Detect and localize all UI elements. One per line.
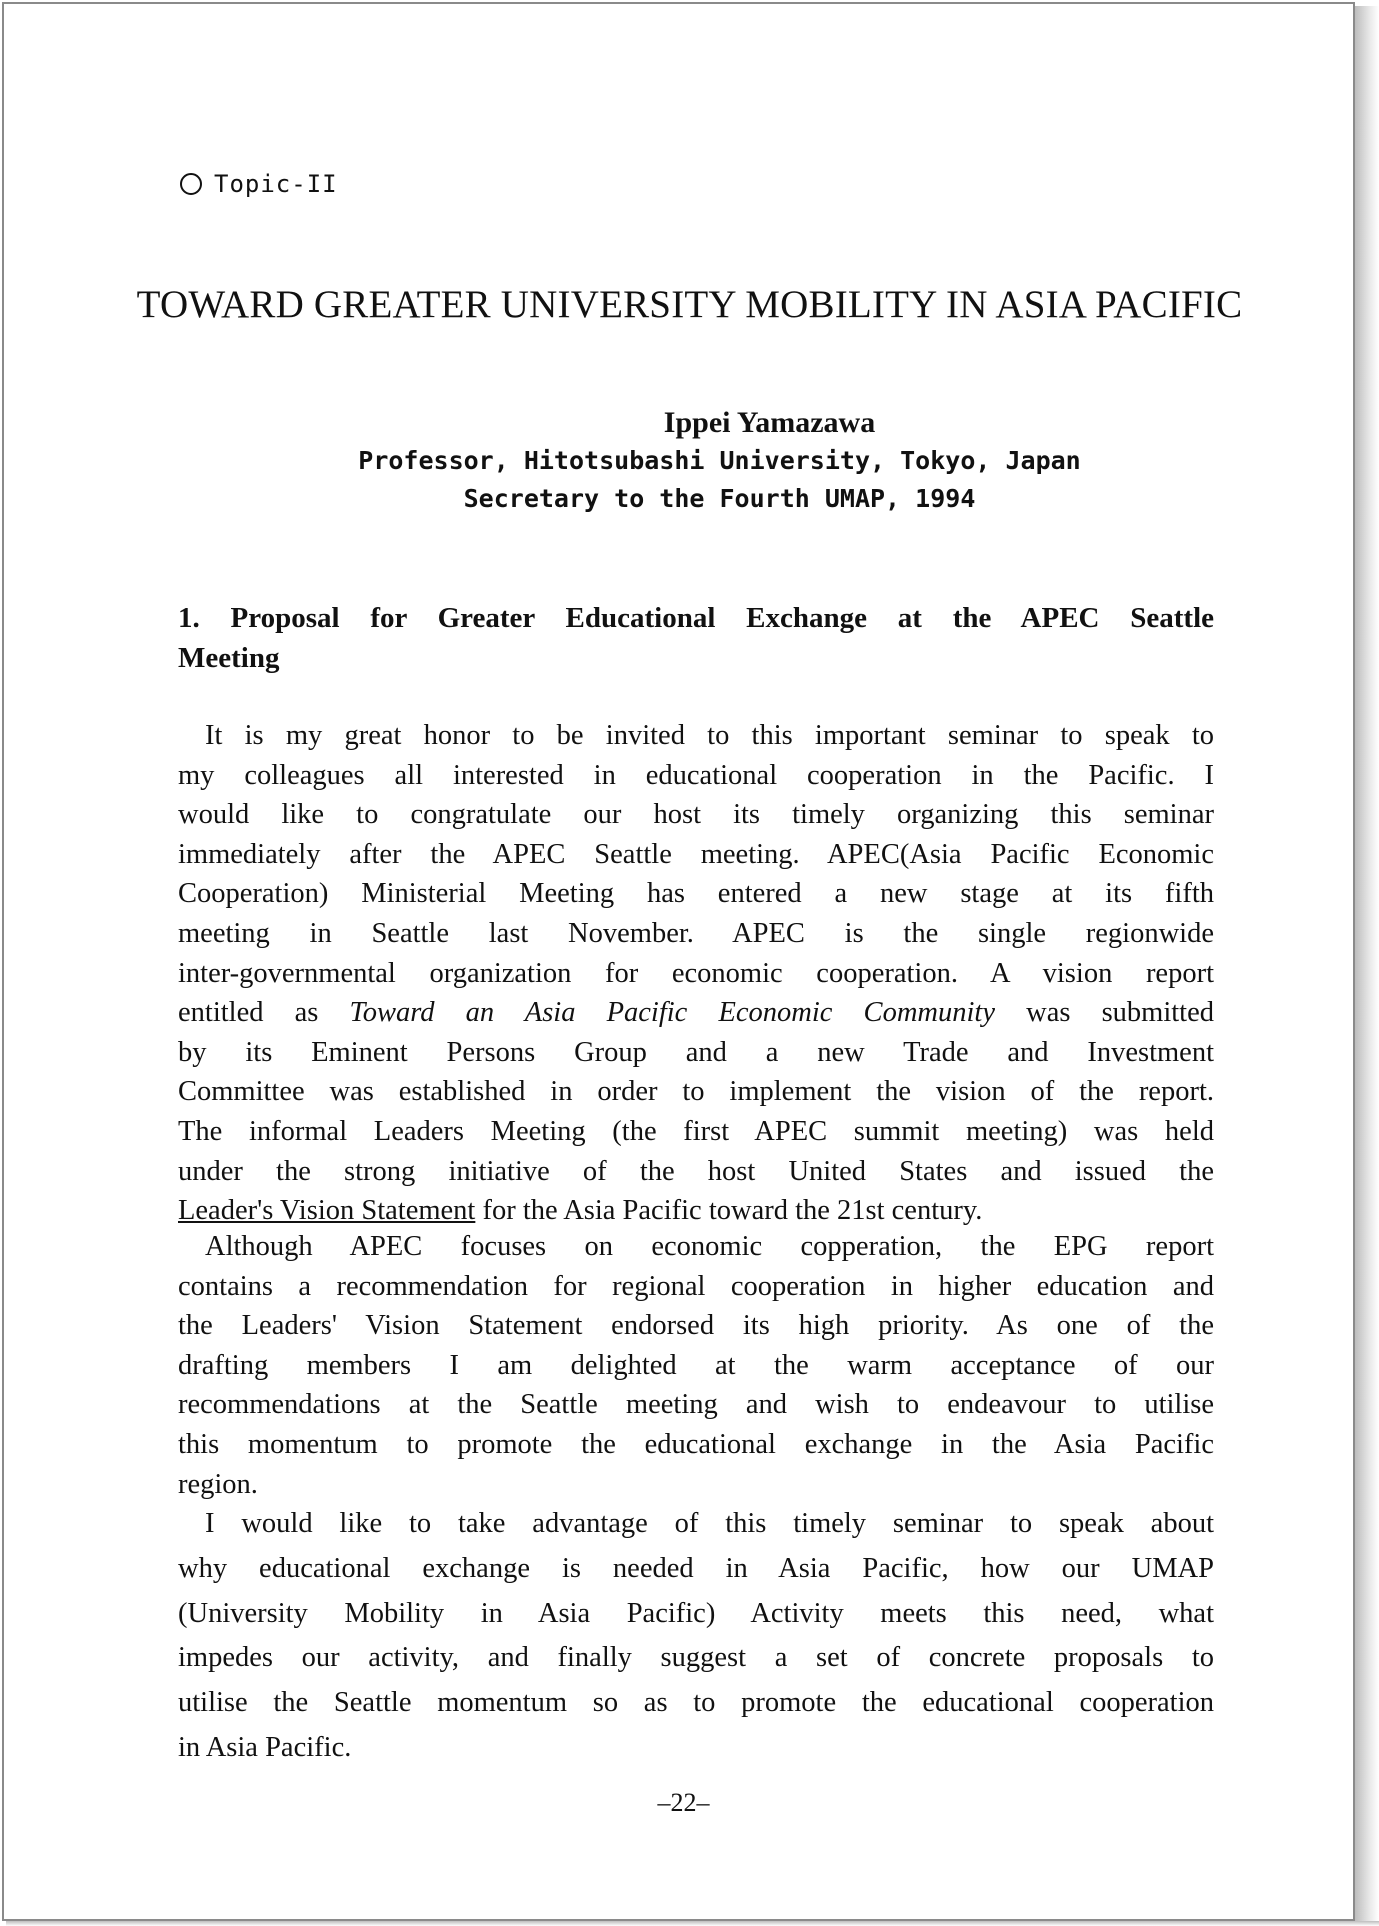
paragraph-line: Committee was established in order to implement the vision of the report. [178, 1076, 1214, 1108]
author-block [0, 404, 1379, 518]
section-heading-continued: Meeting [178, 642, 280, 674]
document-title: TOWARD GREATER UNIVERSITY MOBILITY IN ASIA PACIFIC [136, 283, 1243, 326]
line-text: entitled as [178, 997, 350, 1029]
author-name: Ippei Yamazawa [663, 406, 876, 439]
paragraph-2 [178, 1227, 1214, 1504]
paragraph-line: region. [178, 1468, 258, 1500]
author-role: Secretary to the Fourth UMAP, 1994 [463, 484, 976, 513]
report-title-italic: Toward an Asia Pacific Economic Community [349, 997, 995, 1029]
page-shadow-bottom [6, 1921, 1379, 1926]
paragraph-line [178, 993, 1214, 1033]
paragraph-line: why educational exchange is needed in Asia Pacific, how our UMAP [178, 1552, 1214, 1584]
circle-icon [180, 173, 202, 195]
paragraph-line: the Leaders' Vision Statement endorsed its high priority. As one of the [178, 1310, 1214, 1342]
author-affiliation: Professor, Hitotsubashi University, Tokyo, Japan [358, 446, 1081, 475]
paragraph-line: in Asia Pacific. [178, 1731, 352, 1763]
topic-marker [180, 170, 338, 198]
paragraph-line [178, 1191, 1214, 1231]
paragraph-line: contains a recommendation for regional cooperation in higher education and [178, 1270, 1214, 1302]
paragraph-line: immediately after the APEC Seattle meeting. APEC(Asia Pacific Economic [178, 838, 1214, 870]
paragraph-line: would like to congratulate our host its timely organizing this seminar [178, 799, 1214, 831]
paragraph-line: this momentum to promote the educational exchange in the Asia Pacific [178, 1428, 1214, 1460]
paragraph-line: I would like to take advantage of this timely seminar to speak about [205, 1508, 1214, 1539]
paragraph-line: impedes our activity, and finally suggest a set of concrete proposals to [178, 1642, 1214, 1674]
topic-label: Topic-II [214, 170, 338, 198]
paragraph-1 [178, 716, 1214, 1231]
page-number-text: –22– [657, 1788, 710, 1817]
page-number [0, 1788, 1379, 1818]
section-heading: 1. Proposal for Greater Educational Exchange at the APEC Seattle [178, 602, 1214, 634]
vision-statement-underlined: Leader's Vision Statement [178, 1195, 476, 1227]
paragraph-line: Although APEC focuses on economic copperation, the EPG report [205, 1231, 1214, 1262]
paragraph-line: utilise the Seattle momentum so as to promote the educational cooperation [178, 1687, 1214, 1719]
line-text: was submitted [994, 997, 1214, 1029]
paragraph-line: (University Mobility in Asia Pacific) Activity meets this need, what [178, 1597, 1214, 1629]
paragraph-line: inter-governmental organization for economic cooperation. A vision report [178, 957, 1214, 989]
paragraph-line: under the strong initiative of the host United States and issued the [178, 1155, 1214, 1187]
paragraph-3 [178, 1502, 1214, 1771]
line-text: for the Asia Pacific toward the 21st century. [475, 1195, 983, 1227]
paragraph-line: Cooperation) Ministerial Meeting has entered a new stage at its fifth [178, 878, 1214, 910]
paragraph-line: drafting members I am delighted at the warm acceptance of our [178, 1349, 1214, 1381]
paragraph-line: recommendations at the Seattle meeting and wish to endeavour to utilise [178, 1389, 1214, 1421]
paragraph-line: by its Eminent Persons Group and a new Trade and Investment [178, 1036, 1214, 1068]
paragraph-line: It is my great honor to be invited to this important seminar to speak to [205, 720, 1214, 751]
paragraph-line: my colleagues all interested in educational cooperation in the Pacific. I [178, 759, 1214, 791]
paragraph-line: The informal Leaders Meeting (the first APEC summit meeting) was held [178, 1115, 1214, 1147]
paragraph-line: meeting in Seattle last November. APEC is the single regionwide [178, 917, 1214, 949]
